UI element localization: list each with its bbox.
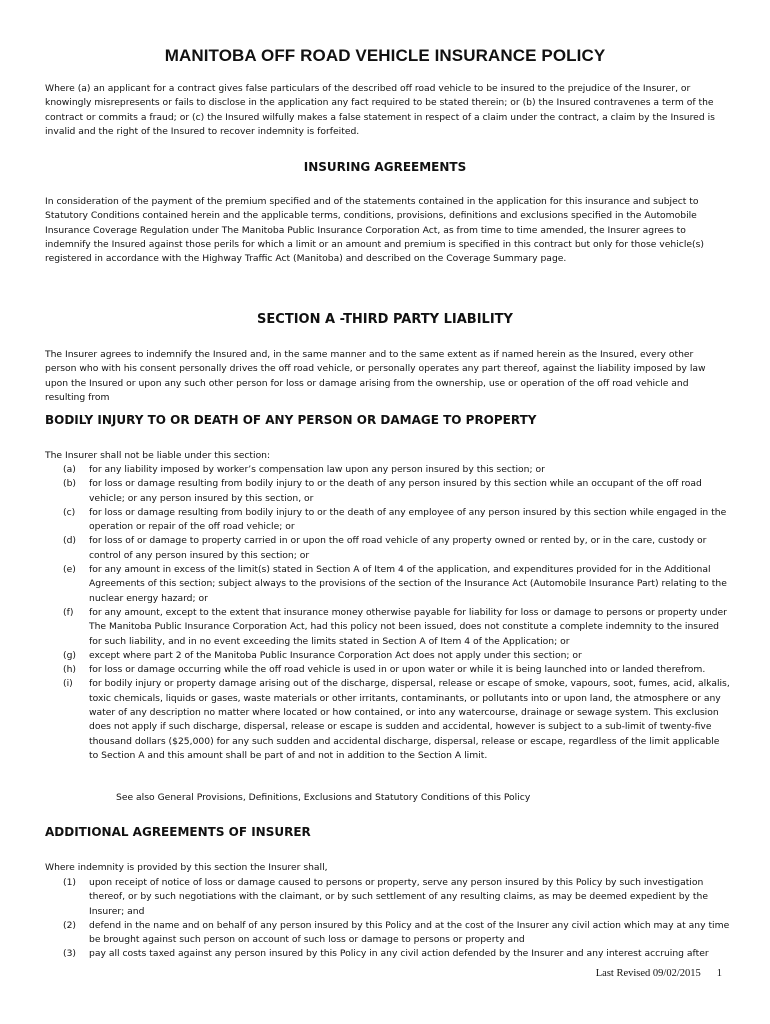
section-a-heading: SECTION A -THIRD PARTY LIABILITY [257, 312, 513, 327]
last-revised: Last Revised 09/02/2015 [595, 968, 701, 979]
list-item-text: upon receipt of notice of loss or damage caused to persons or property, serve any person insured by this Policy by such investigation thereof, or by such negotiations with the claimant, or by such settlement of any resulting claims, as may be deemed expedient by the Insurer; and [89, 877, 708, 917]
list-item-text: for loss or damage occurring while the off road vehicle is used in or upon water or while it is being launched into or landed therefrom. [89, 664, 706, 676]
list-item-marker: (i) [63, 678, 73, 690]
insuring-agreements-heading: INSURING AGREEMENTS [303, 160, 467, 174]
list-item-marker: (e) [63, 564, 76, 576]
list-item-marker: (c) [63, 506, 76, 518]
list-item-text: for any amount in excess of the limit(s) stated in Section A of Item 4 of the application, and expenditures provided for in the Additional Agreements of this section; subject always to the provisions of the section of the Insurance Act (Automobile Insurance Part) relating to the nuclear energy hazard; or [89, 564, 727, 604]
see-also-note: See also General Provisions, Definitions, Exclusions and Statutory Conditions of this Policy [116, 792, 531, 803]
page-footer [596, 968, 722, 979]
list-item-marker: (h) [63, 664, 76, 676]
list-item [60, 506, 730, 535]
list-item-marker: (a) [63, 464, 76, 475]
additional-agreements-list [60, 876, 730, 962]
list-item-text: except where part 2 of the Manitoba Public Insurance Corporation Act does not apply under this section; or [89, 649, 582, 661]
list-item-marker: (2) [63, 919, 77, 931]
list-item [60, 649, 730, 663]
list-item-text: for loss or damage resulting from bodily injury to or the death of any person insured by this section while an occupant of the off road vehicle; or any person insured by this section, or [89, 478, 702, 504]
list-item-text: for any liability imposed by worker’s compensation law upon any person insured by this section; or [89, 464, 545, 475]
list-item-text: defend in the name and on behalf of any person insured by this Policy and at the cost of the Insurer any civil action which may at any time be brought against such person on account of such loss or damage to persons or property and [89, 919, 730, 946]
bodily-injury-heading: BODILY INJURY TO OR DEATH OF ANY PERSON OR DAMAGE TO PROPERTY [45, 413, 537, 427]
additional-agreements-heading: ADDITIONAL AGREEMENTS OF INSURER [45, 825, 311, 839]
list-item-text: for bodily injury or property damage arising out of the discharge, dispersal, release or escape of smoke, vapours, soot, fumes, acid, alkalis, toxic chemicals, liquids or gases, waste materials or other irritants, contaminants, or pollutants into or upon land, the atmosphere or any water of any description no matter where located or how contained, or into any watercourse, drainage or sewage system. This exclusion does not apply if such discharge, dispersal, release or escape is sudden and accidental, however is subject to a sub-limit of twenty-five thousand dollars ($25,000) for any such sudden and accidental discharge, dispersal, release or escape, regardless of the limit applicable to Section A and this amount shall be part of and not in addition to the Section A limit. [89, 678, 730, 761]
list-item-marker: (b) [63, 478, 77, 490]
page-number: 1 [716, 968, 722, 979]
page-title: MANITOBA OFF ROAD VEHICLE INSURANCE POLICY [164, 46, 606, 65]
list-item-marker: (g) [63, 649, 77, 661]
list-item [60, 663, 730, 677]
list-item [60, 606, 730, 649]
list-item-marker: (f) [63, 606, 74, 618]
intro-paragraph: Where (a) an applicant for a contract gives false particulars of the described off road vehicle to be insured to the prejudice of the Insurer, or knowingly misrepresents or fails to disclose in the application any fact required to be stated therein; or (b) the Insured contravenes a term of the contract or commits a fraud; or (c) the Insured wilfully makes a false statement in respect of a claim under the contract, a claim by the Insured is invalid and the right of the Insured to recover indemnity is forfeited. [45, 83, 715, 137]
list-item-text: for loss or damage resulting from bodily injury to or the death of any employee of any person insured by this section while engaged in the operation or repair of the off road vehicle; or [89, 506, 727, 533]
additional-agreements-lead: Where indemnity is provided by this section the Insurer shall, [45, 862, 328, 873]
list-item [60, 477, 730, 506]
list-item-text: for loss of or damage to property carried in or upon the off road vehicle of any property owned or rented by, or in the care, custody or control of any person insured by this section; or [89, 535, 707, 561]
exclusions-list [60, 463, 730, 763]
list-item [60, 563, 730, 606]
insuring-agreements-text: In consideration of the payment of the premium specified and of the statements contained in the application for this insurance and subject to Statutory Conditions contained herein and the applicable terms, conditions, provisions, definitions and exclusions specified in the Automobile Insurance Coverage Regulation under The Manitoba Public Insurance Corporation Act, as from time to time amended, the Insurer agrees to indemnify the Insured against those perils for which a limit or an amount and premium is specified in this contract but only for those vehicle(s) registered in accordance with the Highway Traffic Act (Manitoba) and described on the Coverage Summary page. [45, 196, 704, 265]
list-item-text: pay all costs taxed against any person insured by this Policy in any civil action defended by the Insurer and any interest accruing after [89, 948, 709, 960]
section-a-text: The Insurer agrees to indemnify the Insured and, in the same manner and to the same extent as if named herein as the Insured, every other person who with his consent personally drives the off road vehicle, or personally operates any part thereof, against the liability imposed by law upon the Insured or upon any such other person for loss or damage arising from the ownership, use or operation of the off road vehicle and resulting from [45, 349, 706, 403]
list-item-marker: (d) [63, 535, 77, 547]
list-item [60, 947, 730, 961]
list-item [60, 876, 730, 919]
list-item [60, 463, 730, 477]
list-item [60, 919, 730, 948]
list-item-marker: (1) [63, 877, 77, 888]
list-item [60, 534, 730, 563]
list-item-marker: (3) [63, 948, 77, 960]
exclusions-lead: The Insurer shall not be liable under this section: [45, 450, 271, 461]
list-item [60, 677, 730, 763]
list-item-text: for any amount, except to the extent that insurance money otherwise payable for liability for loss or damage to persons or property under The Manitoba Public Insurance Corporation Act, had this policy not been issued, does not constitute a complete indemnity to the insured for such liability, and in no event exceeding the limits stated in Section A of Item 4 of the Application; or [89, 606, 727, 647]
